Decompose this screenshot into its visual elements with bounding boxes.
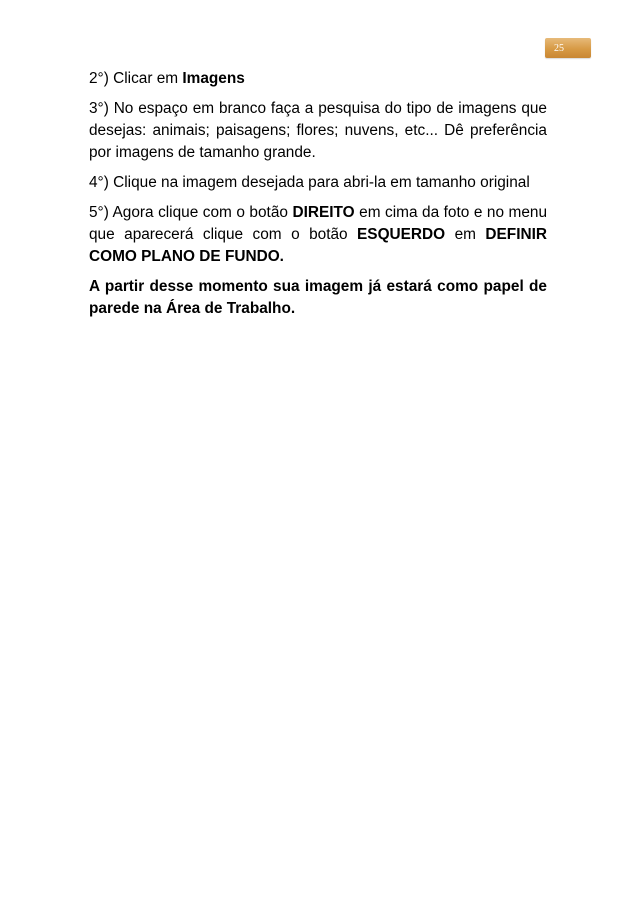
step-3-text: 3°) No espaço em branco faça a pesquisa do tipo de imagens que desejas: animais; paisagens; flores; nuvens, etc... Dê preferência por imagens de tamanho grande.	[89, 100, 547, 161]
conclusion	[89, 276, 547, 320]
step-5-text-1: 5°) Agora clique com o botão	[89, 204, 293, 221]
step-5-text-3: em	[445, 226, 486, 243]
conclusion-text: A partir desse momento sua imagem já estará como papel de parede na Área de Trabalho.	[89, 278, 547, 317]
step-5-bold-esquerdo: ESQUERDO	[357, 226, 446, 243]
step-4	[89, 172, 547, 194]
step-2-bold: Imagens	[182, 70, 245, 87]
step-2	[89, 68, 547, 90]
step-5-text-2: em cima da foto e no menu que aparecerá clique com o botão	[89, 204, 548, 243]
step-5-bold-direito: DIREITO	[292, 204, 355, 221]
page-number-badge	[545, 38, 591, 58]
step-2-text: 2°) Clicar em	[89, 70, 183, 87]
step-4-text: 4°) Clique na imagem desejada para abri-la em tamanho original	[89, 174, 530, 191]
step-3	[89, 98, 547, 164]
page-number: 25	[554, 42, 564, 54]
step-5	[89, 202, 547, 268]
document-body	[89, 68, 547, 328]
step-5-bold-definir: DEFINIR COMO PLANO DE FUNDO.	[89, 226, 547, 265]
